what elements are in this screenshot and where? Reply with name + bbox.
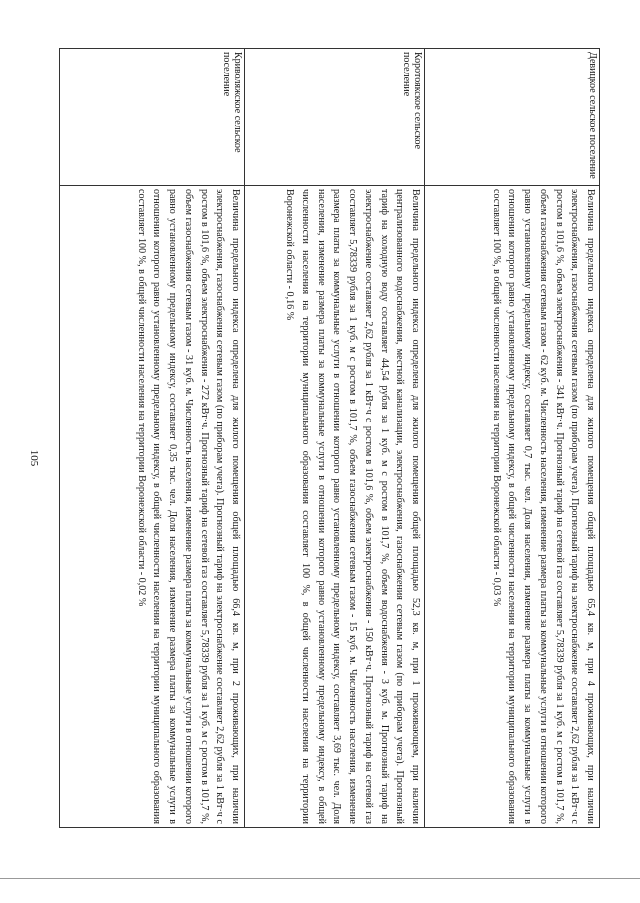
index-description: Величина предельного индекса определена для жилого помещения общей площадью 66,4 кв. м, при 2 проживающих, при наличии электроснабжения, газоснабжения сетевым газом (по приборам учета). Прогнозный тариф на электроснабжение составляет 2,62 рубля за 1 кВт·ч с ростом в 101,6 %, объем электроснабжения - 272 кВт·ч. Прогнозный тариф на сетевой газ составляет 5,78339 рубля за 1 куб. м с ростом в 101,7 %, объем газоснабжения сетевым газом - 31 куб. м. Численность населения, изменение размера платы за коммунальные услуги в отношении которого равно установленному предельному индексу, составляет 0,35 тыс. чел. Доля населения, изменение размера платы за коммунальные услуги в отношении которого равно установленному предельному индексу, в общей численности населения на территории муниципального образования составляет 100 %, в общей численности населения на территории Воронежской области - 0,02 % <box>60 186 245 828</box>
settlement-name: Коротоякское сельское поселение <box>245 49 425 186</box>
rotated-table-container <box>60 48 600 828</box>
page-number: 105 <box>28 449 40 467</box>
settlement-name: Девицкое сельское поселение <box>425 49 600 186</box>
table-row <box>425 49 600 828</box>
settlement-name: Криволяжское сельское поселение <box>60 49 245 186</box>
page-bottom-rule <box>0 878 640 879</box>
tariff-table <box>59 48 600 828</box>
index-description: Величина предельного индекса определена для жилого помещения общей площадью 52,3 кв. м, при 1 проживающем, при наличии централизованного водоснабжения, местной канализации, электроснабжения, газоснабжения сетевым газом (по приборам учета). Прогнозный тариф на холодную воду составляет 44,54 рубля за 1 куб. м с ростом в 101,7 %, объем водоснабжения - 3 куб. м. Прогнозный тариф на электроснабжение составляет 2,62 рубля за 1 кВт·ч с ростом в 101,6 %, объем электроснабжения - 150 кВт·ч. Прогнозный тариф на сетевой газ составляет 5,78339 рубля за 1 куб. м с ростом в 101,7 %, объем газоснабжения сетевым газом - 15 куб. м. Численность населения, изменение размера платы за коммунальные услуги в отношении которого равно установленному предельному индексу, составляет 3,69 тыс. чел. Доля населения, изменение размера платы за коммунальные услуги в отношении которого равно установленному предельному индексу, в общей численности населения на территории муниципального образования составляет 100 %, в общей численности населения на территории Воронежской области - 0,16 % <box>245 186 425 828</box>
index-description: Величина предельного индекса определена для жилого помещения общей площадью 65,4 кв. м, при 4 проживающих, при наличии электроснабжения, газоснабжения сетевым газом (по приборам учета). Прогнозный тариф на электроснабжение составляет 2,62 рубля за 1 кВт·ч с ростом в 101,6 %, объем электроснабжения - 341 кВт·ч. Прогнозный тариф на сетевой газ составляет 5,78339 рубля за 1 куб. м с ростом в 101,7 %, объем газоснабжения сетевым газом - 62 куб. м. Численность населения, изменение размера платы за коммунальные услуги в отношении которого равно установленному предельному индексу, составляет 0,7 тыс. чел. Доля населения, изменение размера платы за коммунальные услуги в отношении которого равно установленному предельному индексу, в общей численности населения на территории муниципального образования составляет 100 %, в общей численности населения на территории Воронежской области - 0,03 % <box>425 186 600 828</box>
table-row <box>60 49 245 828</box>
table-row <box>245 49 425 828</box>
